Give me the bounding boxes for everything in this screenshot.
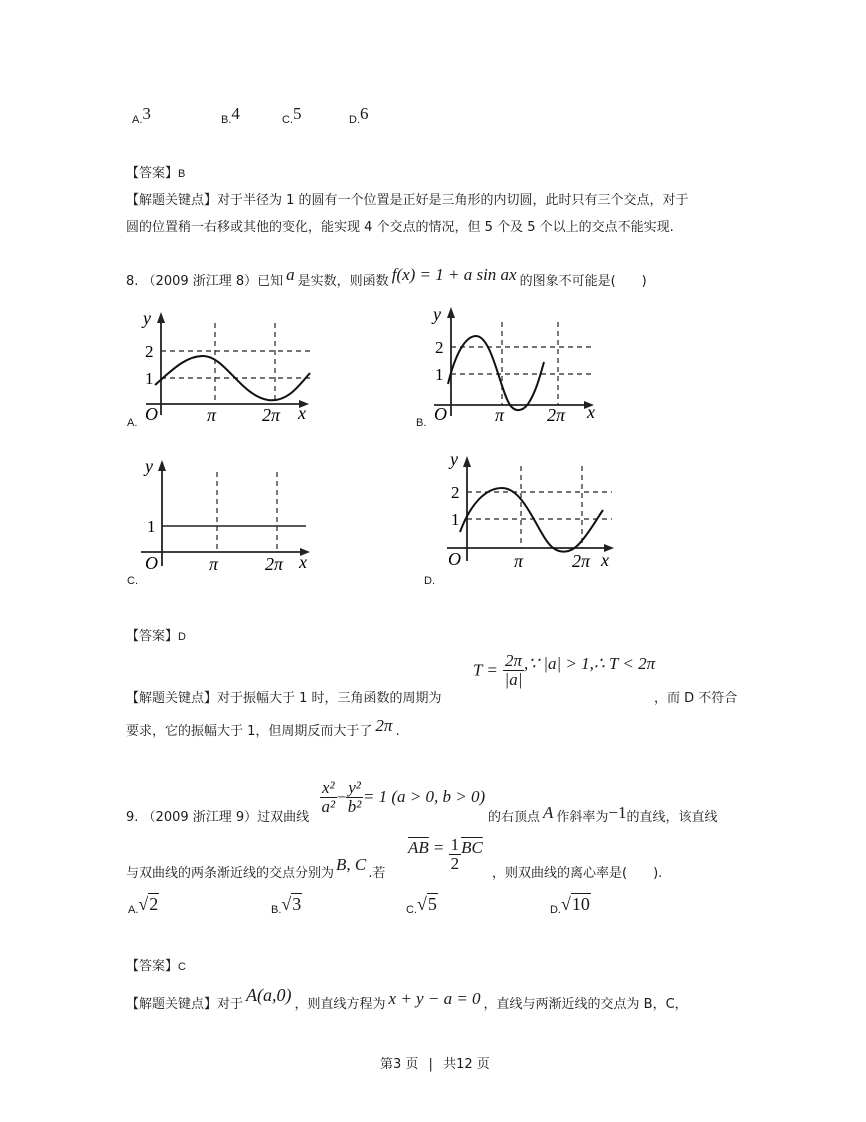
line-equation: x + y − a = 0 bbox=[388, 989, 481, 1008]
vector-ab: $\overline{AB}$ bbox=[408, 838, 429, 857]
q9-question-line1-end bbox=[488, 803, 718, 826]
question-source: （2009 浙江理 8）已知 bbox=[142, 274, 284, 289]
y-label: y bbox=[143, 308, 151, 328]
formula-fraction bbox=[503, 652, 524, 689]
answer-value: D bbox=[178, 631, 186, 643]
q9-option-b-label: B. bbox=[271, 904, 282, 916]
origin-label: O bbox=[434, 404, 447, 424]
q9-option-a-value: √2 bbox=[138, 894, 159, 914]
tick-2: 2 bbox=[451, 483, 460, 502]
q8-question bbox=[126, 265, 647, 296]
q7-option-c-value: 5 bbox=[293, 104, 302, 123]
q9-question-line2-start bbox=[126, 855, 386, 882]
answer-tag: 【答案】 bbox=[126, 629, 179, 644]
graph-a bbox=[125, 305, 325, 430]
key-text: ，直线与两渐近线的交点为 B，C， bbox=[483, 997, 688, 1012]
vector-bc: $\overline{BC}$ bbox=[461, 838, 483, 857]
footer-separator: | bbox=[428, 1057, 433, 1072]
q8-key-line1 bbox=[126, 687, 442, 706]
tick-2pi: 2π bbox=[265, 554, 284, 574]
q9-question-line2-end: ，则双曲线的离心率是( ). bbox=[492, 866, 663, 881]
answer-value: C bbox=[178, 961, 186, 973]
tick-pi: π bbox=[495, 405, 505, 425]
graph-d-label: D. bbox=[424, 575, 435, 587]
q7-key-line2: 圆的位置稍一右移或其他的变化，能实现 4 个交点的情况，但 5 个及 5 个以上的交点不能实现. bbox=[126, 220, 674, 235]
graph-c-label: C. bbox=[127, 575, 138, 587]
key-text: ，则直线方程为 bbox=[294, 997, 386, 1012]
origin-label: O bbox=[145, 404, 158, 424]
tick-1: 1 bbox=[145, 369, 154, 388]
y-label: y bbox=[433, 304, 441, 324]
formula-T: T = bbox=[473, 660, 498, 680]
x-label: x bbox=[587, 402, 595, 422]
y-axis-arrow bbox=[463, 456, 471, 467]
eq-rest: = 1 (a > 0, b > 0) bbox=[362, 787, 486, 806]
key-tag: 【解题关键点】 bbox=[126, 997, 218, 1012]
tick-2: 2 bbox=[435, 338, 444, 357]
eq-fraction-y bbox=[346, 779, 363, 816]
graph-b bbox=[425, 300, 620, 425]
y-axis-arrow bbox=[158, 460, 166, 471]
question-text: 的右顶点 bbox=[488, 810, 541, 825]
tick-1: 1 bbox=[451, 510, 460, 529]
question-text-end: 的图象不可能是( ) bbox=[519, 274, 647, 289]
tick-2: 2 bbox=[145, 342, 154, 361]
hyperbola-equation bbox=[320, 779, 485, 825]
function-formula: f(x) = 1 + a sin ax bbox=[391, 265, 517, 284]
slope-value: −1 bbox=[608, 803, 627, 822]
tick-pi: π bbox=[209, 554, 219, 574]
radicand: 3 bbox=[292, 894, 302, 914]
graph-b-label: B. bbox=[416, 417, 427, 429]
eq-fraction-x bbox=[320, 779, 337, 816]
question-number: 9. bbox=[126, 810, 139, 825]
graph-d bbox=[440, 448, 620, 570]
y-label: y bbox=[450, 449, 458, 469]
tick-2pi: 2π bbox=[262, 405, 281, 425]
radicand: 2 bbox=[149, 894, 159, 914]
y-axis-arrow bbox=[157, 312, 165, 323]
page-number: 第3 页 bbox=[380, 1057, 419, 1072]
vector-equation bbox=[408, 836, 483, 882]
key-text: 要求，它的振幅大于 1，但周期反而大于了 bbox=[126, 724, 373, 739]
q7-key-line1 bbox=[126, 189, 689, 208]
radicand: 5 bbox=[427, 894, 437, 914]
question-text: 与双曲线的两条渐近线的交点分别为 bbox=[126, 866, 335, 881]
eq-denominator-a: a² bbox=[321, 797, 336, 816]
key-text: 对于半径为 1 的圆有一个位置是正好是三角形的内切圆，此时只有三个交点，对于 bbox=[217, 193, 689, 208]
answer-tag: 【答案】 bbox=[126, 959, 179, 974]
formula-rest: ,∵ |a| > 1,∴ T < 2π bbox=[524, 654, 656, 673]
tick-1: 1 bbox=[147, 517, 156, 536]
question-text: .若 bbox=[368, 866, 386, 881]
key-period: . bbox=[395, 724, 400, 739]
point-a: A bbox=[543, 803, 554, 822]
points-bc: B, C bbox=[336, 855, 367, 874]
q7-option-c-label: C. bbox=[282, 114, 293, 126]
q9-answer bbox=[126, 955, 186, 974]
eq-numerator-y: y² bbox=[348, 778, 361, 797]
formula-numerator: 2π bbox=[504, 651, 522, 670]
half-denominator: 2 bbox=[450, 854, 460, 873]
q9-key-line1 bbox=[126, 985, 688, 1013]
q9-option-c-label: C. bbox=[406, 904, 417, 916]
question-source: （2009 浙江理 9）过双曲线 bbox=[142, 810, 310, 825]
point-a-coords: A(a,0) bbox=[246, 985, 292, 1005]
formula-denominator: |a| bbox=[504, 670, 523, 689]
key-tag: 【解题关键点】 bbox=[126, 193, 218, 208]
x-label: x bbox=[298, 403, 306, 423]
key-text: 对于振幅大于 1 时，三角函数的周期为 bbox=[217, 691, 442, 706]
key-text: 对于 bbox=[217, 997, 244, 1012]
q9-option-b-value: √3 bbox=[281, 894, 302, 914]
q9-question-line1-start bbox=[126, 806, 309, 825]
tick-2pi: 2π bbox=[547, 405, 566, 425]
answer-value: B bbox=[178, 168, 186, 180]
answer-tag: 【答案】 bbox=[126, 166, 179, 181]
origin-label: O bbox=[448, 549, 461, 569]
equals-sign: = bbox=[433, 838, 444, 857]
x-label: x bbox=[299, 552, 307, 572]
half-numerator: 1 bbox=[450, 835, 460, 854]
q7-option-a-value: 3 bbox=[142, 104, 151, 123]
q9-option-c-value: √5 bbox=[417, 894, 437, 914]
q7-answer bbox=[126, 162, 185, 181]
eq-minus: − bbox=[336, 787, 347, 807]
y-axis-arrow bbox=[447, 307, 455, 318]
page-footer bbox=[380, 1053, 490, 1072]
x-label: x bbox=[601, 550, 609, 570]
tick-1: 1 bbox=[435, 365, 444, 384]
key-tag: 【解题关键点】 bbox=[126, 691, 218, 706]
question-text: 的直线，该直线 bbox=[626, 810, 718, 825]
half-fraction bbox=[449, 836, 462, 873]
tick-pi: π bbox=[207, 405, 217, 425]
curve bbox=[155, 356, 310, 400]
q8-key-line2 bbox=[126, 716, 400, 740]
question-number: 8. bbox=[126, 274, 139, 289]
eq-numerator-x: x² bbox=[322, 778, 335, 797]
y-label: y bbox=[145, 456, 153, 476]
period-formula bbox=[473, 652, 655, 696]
tick-2pi: 2π bbox=[572, 551, 591, 570]
q7-options bbox=[132, 104, 392, 126]
origin-label: O bbox=[145, 553, 158, 573]
page-total: 共12 页 bbox=[443, 1057, 490, 1072]
q8-key-text2: ，而 D 不符合 bbox=[654, 691, 738, 706]
q7-option-b-value: 4 bbox=[231, 104, 240, 123]
graph-a-label: A. bbox=[127, 417, 138, 429]
graph-c bbox=[125, 455, 325, 575]
q7-option-d-value: 6 bbox=[360, 104, 369, 123]
q9-options bbox=[126, 893, 626, 919]
q7-option-a-label: A. bbox=[132, 114, 143, 126]
var-a: a bbox=[286, 265, 295, 284]
q7-option-b-label: B. bbox=[221, 114, 232, 126]
question-text: 作斜率为 bbox=[556, 810, 609, 825]
key-math-2pi: 2π bbox=[375, 716, 393, 735]
radicand: 10 bbox=[571, 894, 590, 914]
q9-option-d-value: √10 bbox=[561, 894, 590, 914]
question-text: 是实数，则函数 bbox=[297, 274, 389, 289]
q9-option-a-label: A. bbox=[128, 904, 139, 916]
q8-answer bbox=[126, 625, 186, 644]
q7-option-d-label: D. bbox=[349, 114, 360, 126]
eq-denominator-b: b² bbox=[347, 797, 362, 816]
q9-option-d-label: D. bbox=[550, 904, 561, 916]
tick-pi: π bbox=[514, 551, 524, 570]
